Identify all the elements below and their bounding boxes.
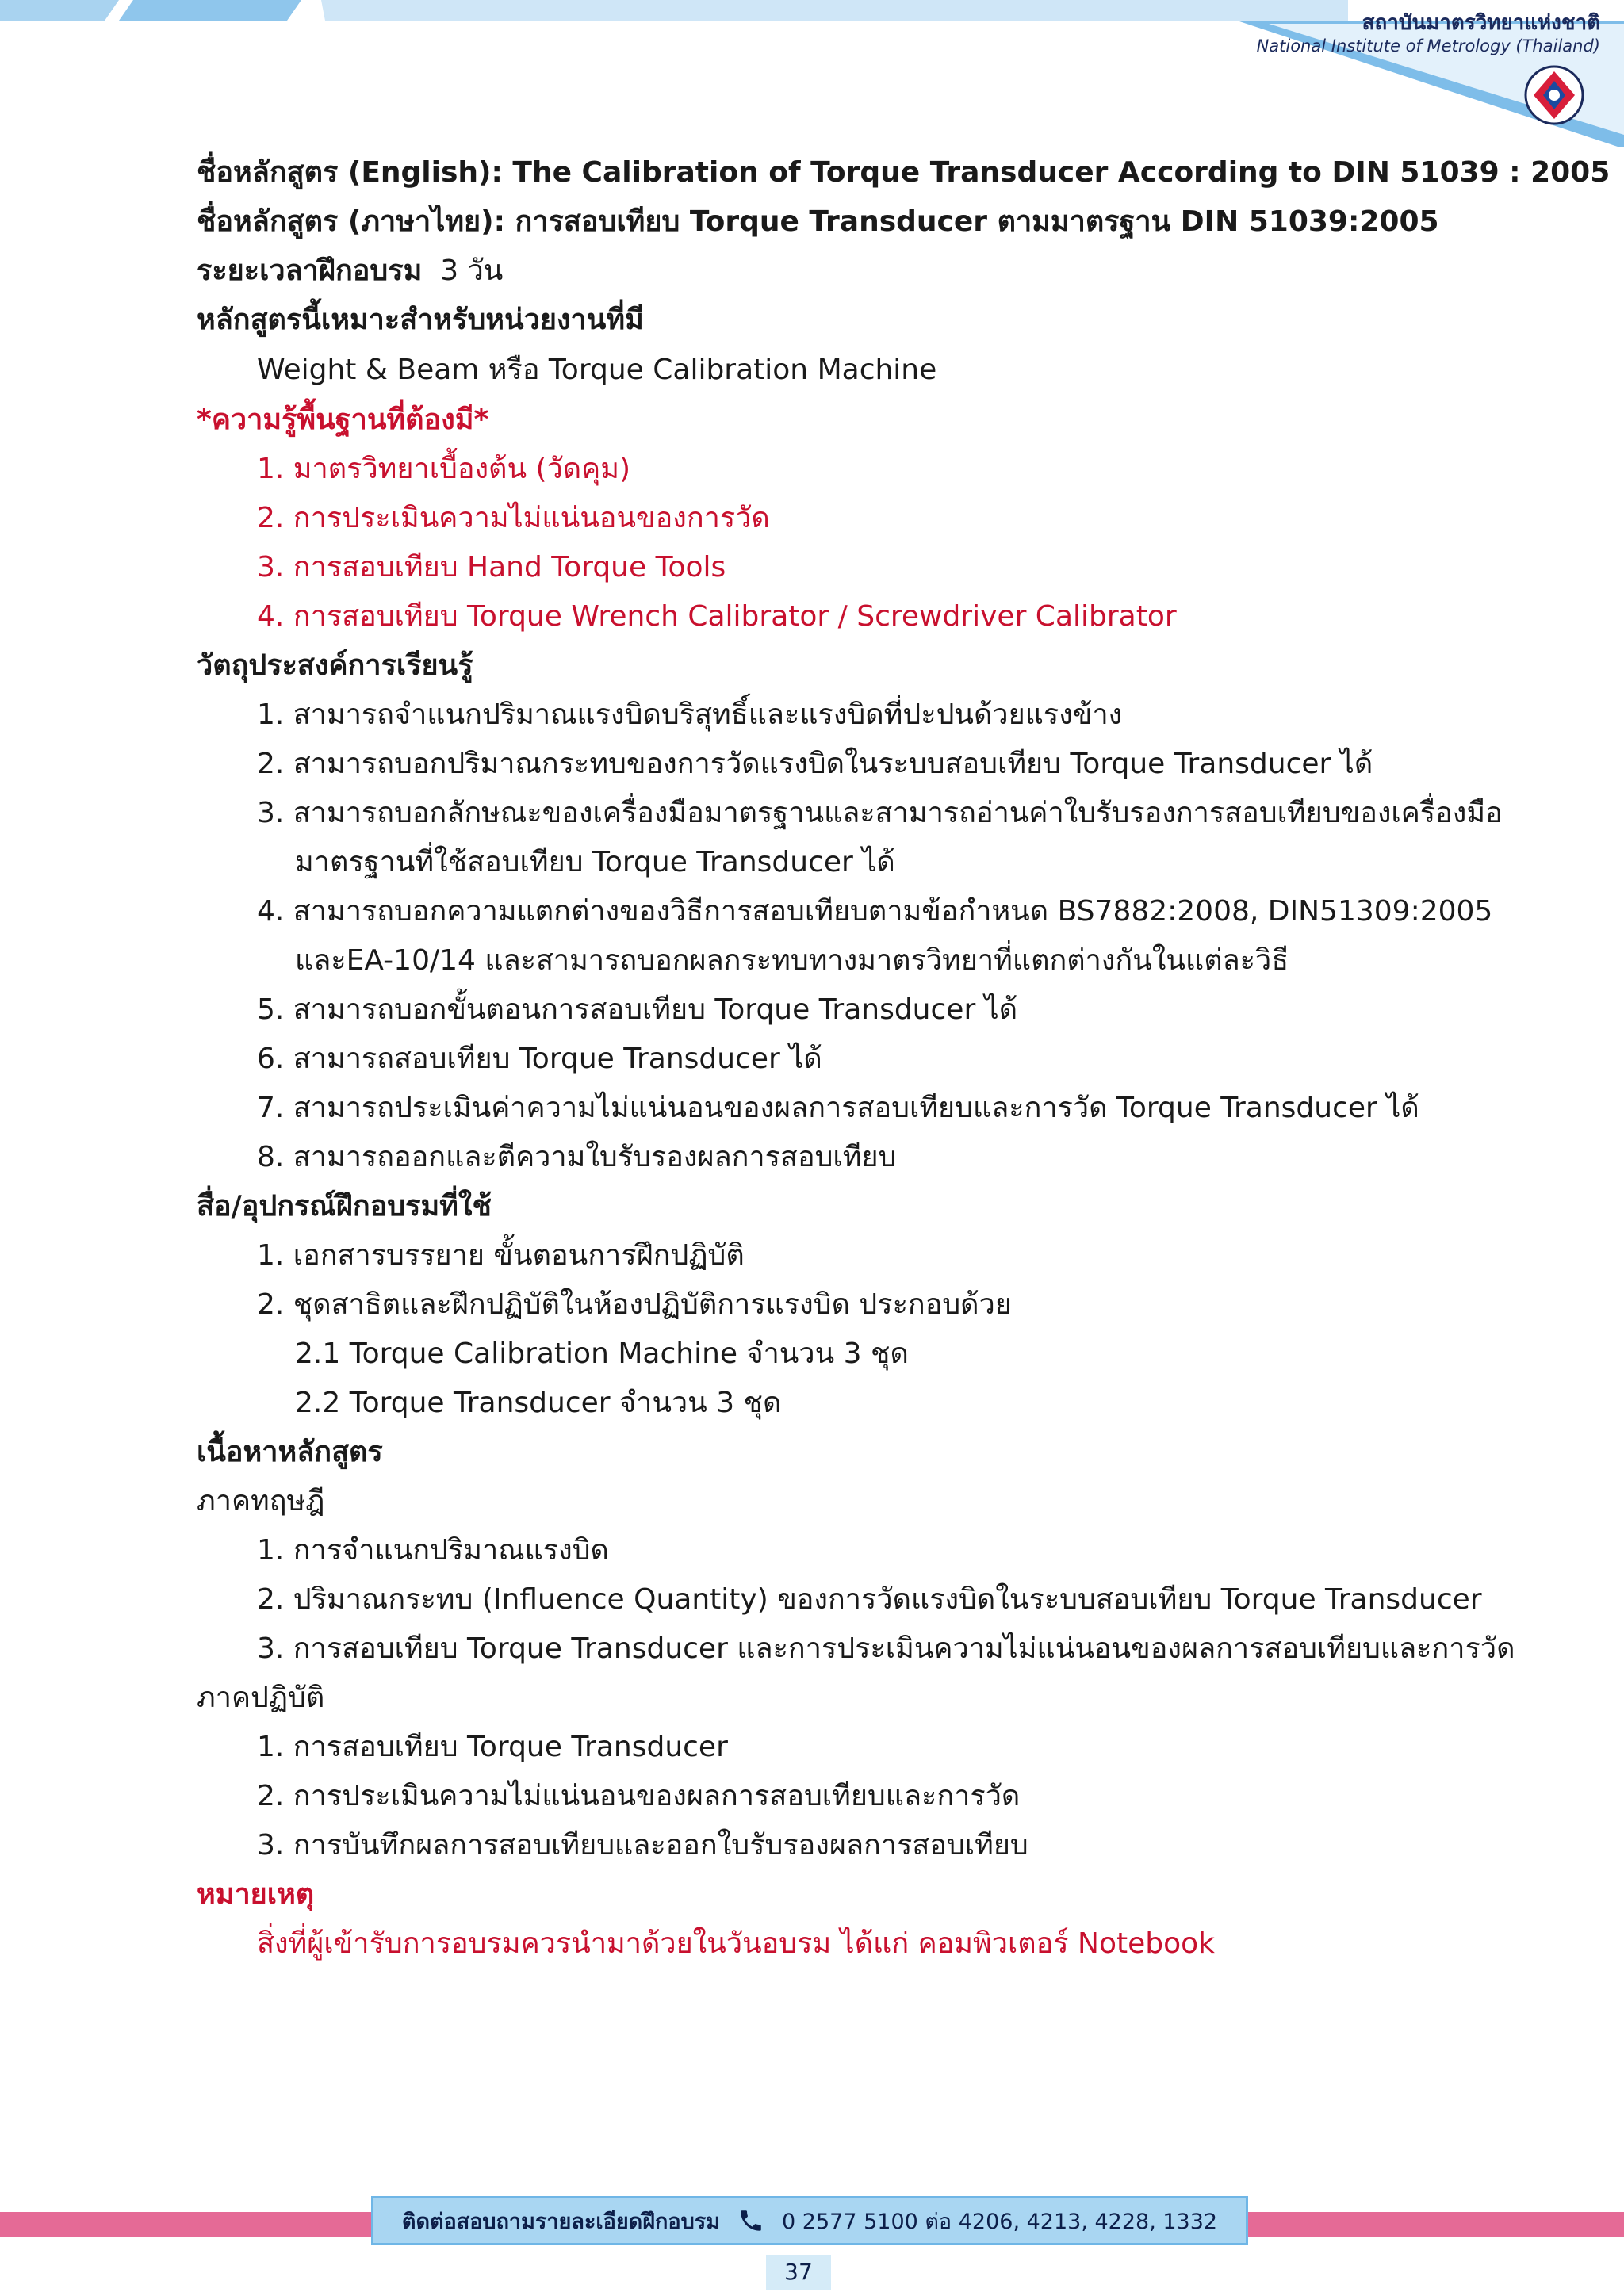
objective-item: 3. สามารถบอกลักษณะของเครื่องมือมาตรฐานและสามารถอ่านค่าใบรับรองการสอบเทียบของเครื่องมือ (257, 797, 1503, 829)
course-name-thai: ชื่อหลักสูตร (ภาษาไทย): การสอบเทียบ Torque Transducer ตามมาตรฐาน DIN 51039:2005 (197, 205, 1439, 238)
content-heading: เนื้อหาหลักสูตร (197, 1436, 383, 1468)
objectives-heading: วัตถุประสงค์การเรียนรู้ (197, 649, 473, 682)
institute-name-english: National Institute of Metrology (Thailand) (1256, 36, 1600, 55)
objective-item: 5. สามารถบอกขั้นตอนการสอบเทียบ Torque Transducer ได้ (257, 993, 1018, 1026)
duration-row (197, 254, 503, 289)
objective-item: 4. สามารถบอกความแตกต่างของวิธีการสอบเทียบตามข้อกำหนด BS7882:2008, DIN51309:2005 (257, 895, 1493, 928)
material-item: 1. เอกสารบรรยาย ขั้นตอนการฝึกปฏิบัติ (257, 1239, 745, 1272)
material-subitem: 2.2 Torque Transducer จำนวน 3 ชุด (295, 1387, 782, 1419)
practice-label: ภาคปฏิบัติ (197, 1682, 325, 1714)
theory-item: 3. การสอบเทียบ Torque Transducer และการประเมินความไม่แน่นอนของผลการสอบเทียบและการวัด (257, 1632, 1515, 1665)
objective-item: 6. สามารถสอบเทียบ Torque Transducer ได้ (257, 1043, 822, 1075)
theory-label: ภาคทฤษฎี (197, 1485, 325, 1517)
contact-label: ติดต่อสอบถามรายละเอียดฝึกอบรม (401, 2209, 721, 2234)
suitable-heading: หลักสูตรนี้เหมาะสำหรับหน่วยงานที่มี (197, 304, 644, 336)
objective-item-continued: มาตรฐานที่ใช้สอบเทียบ Torque Transducer ได้ (295, 846, 895, 878)
footer-contact-box (371, 2196, 1248, 2245)
duration-value: 3 วัน (440, 254, 504, 287)
practice-item: 1. การสอบเทียบ Torque Transducer (257, 1731, 728, 1763)
practice-item: 3. การบันทึกผลการสอบเทียบและออกใบรับรองผลการสอบเทียบ (257, 1829, 1028, 1862)
objective-item: 7. สามารถประเมินค่าความไม่แน่นอนของผลการสอบเทียบและการวัด Torque Transducer ได้ (257, 1092, 1419, 1124)
prerequisite-item: 3. การสอบเทียบ Hand Torque Tools (257, 551, 726, 584)
objective-item: 8. สามารถออกและตีความใบรับรองผลการสอบเทียบ (257, 1141, 897, 1173)
note-heading: หมายเหตุ (197, 1878, 315, 1911)
material-item: 2. ชุดสาธิตและฝึกปฏิบัติในห้องปฏิบัติการแรงบิด ประกอบด้วย (257, 1288, 1012, 1321)
practice-item: 2. การประเมินความไม่แน่นอนของผลการสอบเทียบและการวัด (257, 1780, 1021, 1812)
objective-item: 1. สามารถจำแนกปริมาณแรงบิดบริสุทธิ์และแรงบิดที่ปะปนด้วยแรงข้าง (257, 698, 1123, 731)
institute-name-thai: สถาบันมาตรวิทยาแห่งชาติ (1362, 11, 1600, 35)
nimt-logo-icon (1524, 65, 1584, 125)
course-name-english: ชื่อหลักสูตร (English): The Calibration of Torque Transducer According to DIN 51039 : 2005 (197, 156, 1611, 189)
material-subitem: 2.1 Torque Calibration Machine จำนวน 3 ชุด (295, 1337, 909, 1370)
page-number: 37 (766, 2255, 831, 2290)
note-text: สิ่งที่ผู้เข้ารับการอบรมควรนำมาด้วยในวันอบรม ได้แก่ คอมพิวเตอร์ Notebook (257, 1927, 1216, 1960)
prerequisite-item: 2. การประเมินความไม่แน่นอนของการวัด (257, 502, 770, 534)
objective-item: 2. สามารถบอกปริมาณกระทบของการวัดแรงบิดในระบบสอบเทียบ Torque Transducer ได้ (257, 748, 1373, 780)
prerequisites-heading: *ความรู้พื้นฐานที่ต้องมี* (197, 404, 489, 436)
prerequisite-item: 4. การสอบเทียบ Torque Wrench Calibrator / Screwdriver Calibrator (257, 600, 1177, 633)
theory-item: 1. การจำแนกปริมาณแรงบิด (257, 1534, 609, 1567)
duration-label: ระยะเวลาฝึกอบรม (197, 254, 423, 287)
suitable-item: Weight & Beam หรือ Torque Calibration Machine (257, 354, 937, 386)
theory-item: 2. ปริมาณกระทบ (Influence Quantity) ของการวัดแรงบิดในระบบสอบเทียบ Torque Transducer (257, 1583, 1482, 1616)
prerequisite-item: 1. มาตรวิทยาเบื้องต้น (วัดคุม) (257, 453, 630, 485)
materials-heading: สื่อ/อุปกรณ์ฝึกอบรมที่ใช้ (197, 1190, 492, 1223)
phone-icon (737, 2207, 764, 2234)
objective-item-continued: และEA-10/14 และสามารถบอกผลกระทบทางมาตรวิทยาที่แตกต่างกันในแต่ละวิธี (295, 944, 1289, 977)
contact-phone: 0 2577 5100 ต่อ 4206, 4213, 4228, 1332 (782, 2209, 1218, 2234)
